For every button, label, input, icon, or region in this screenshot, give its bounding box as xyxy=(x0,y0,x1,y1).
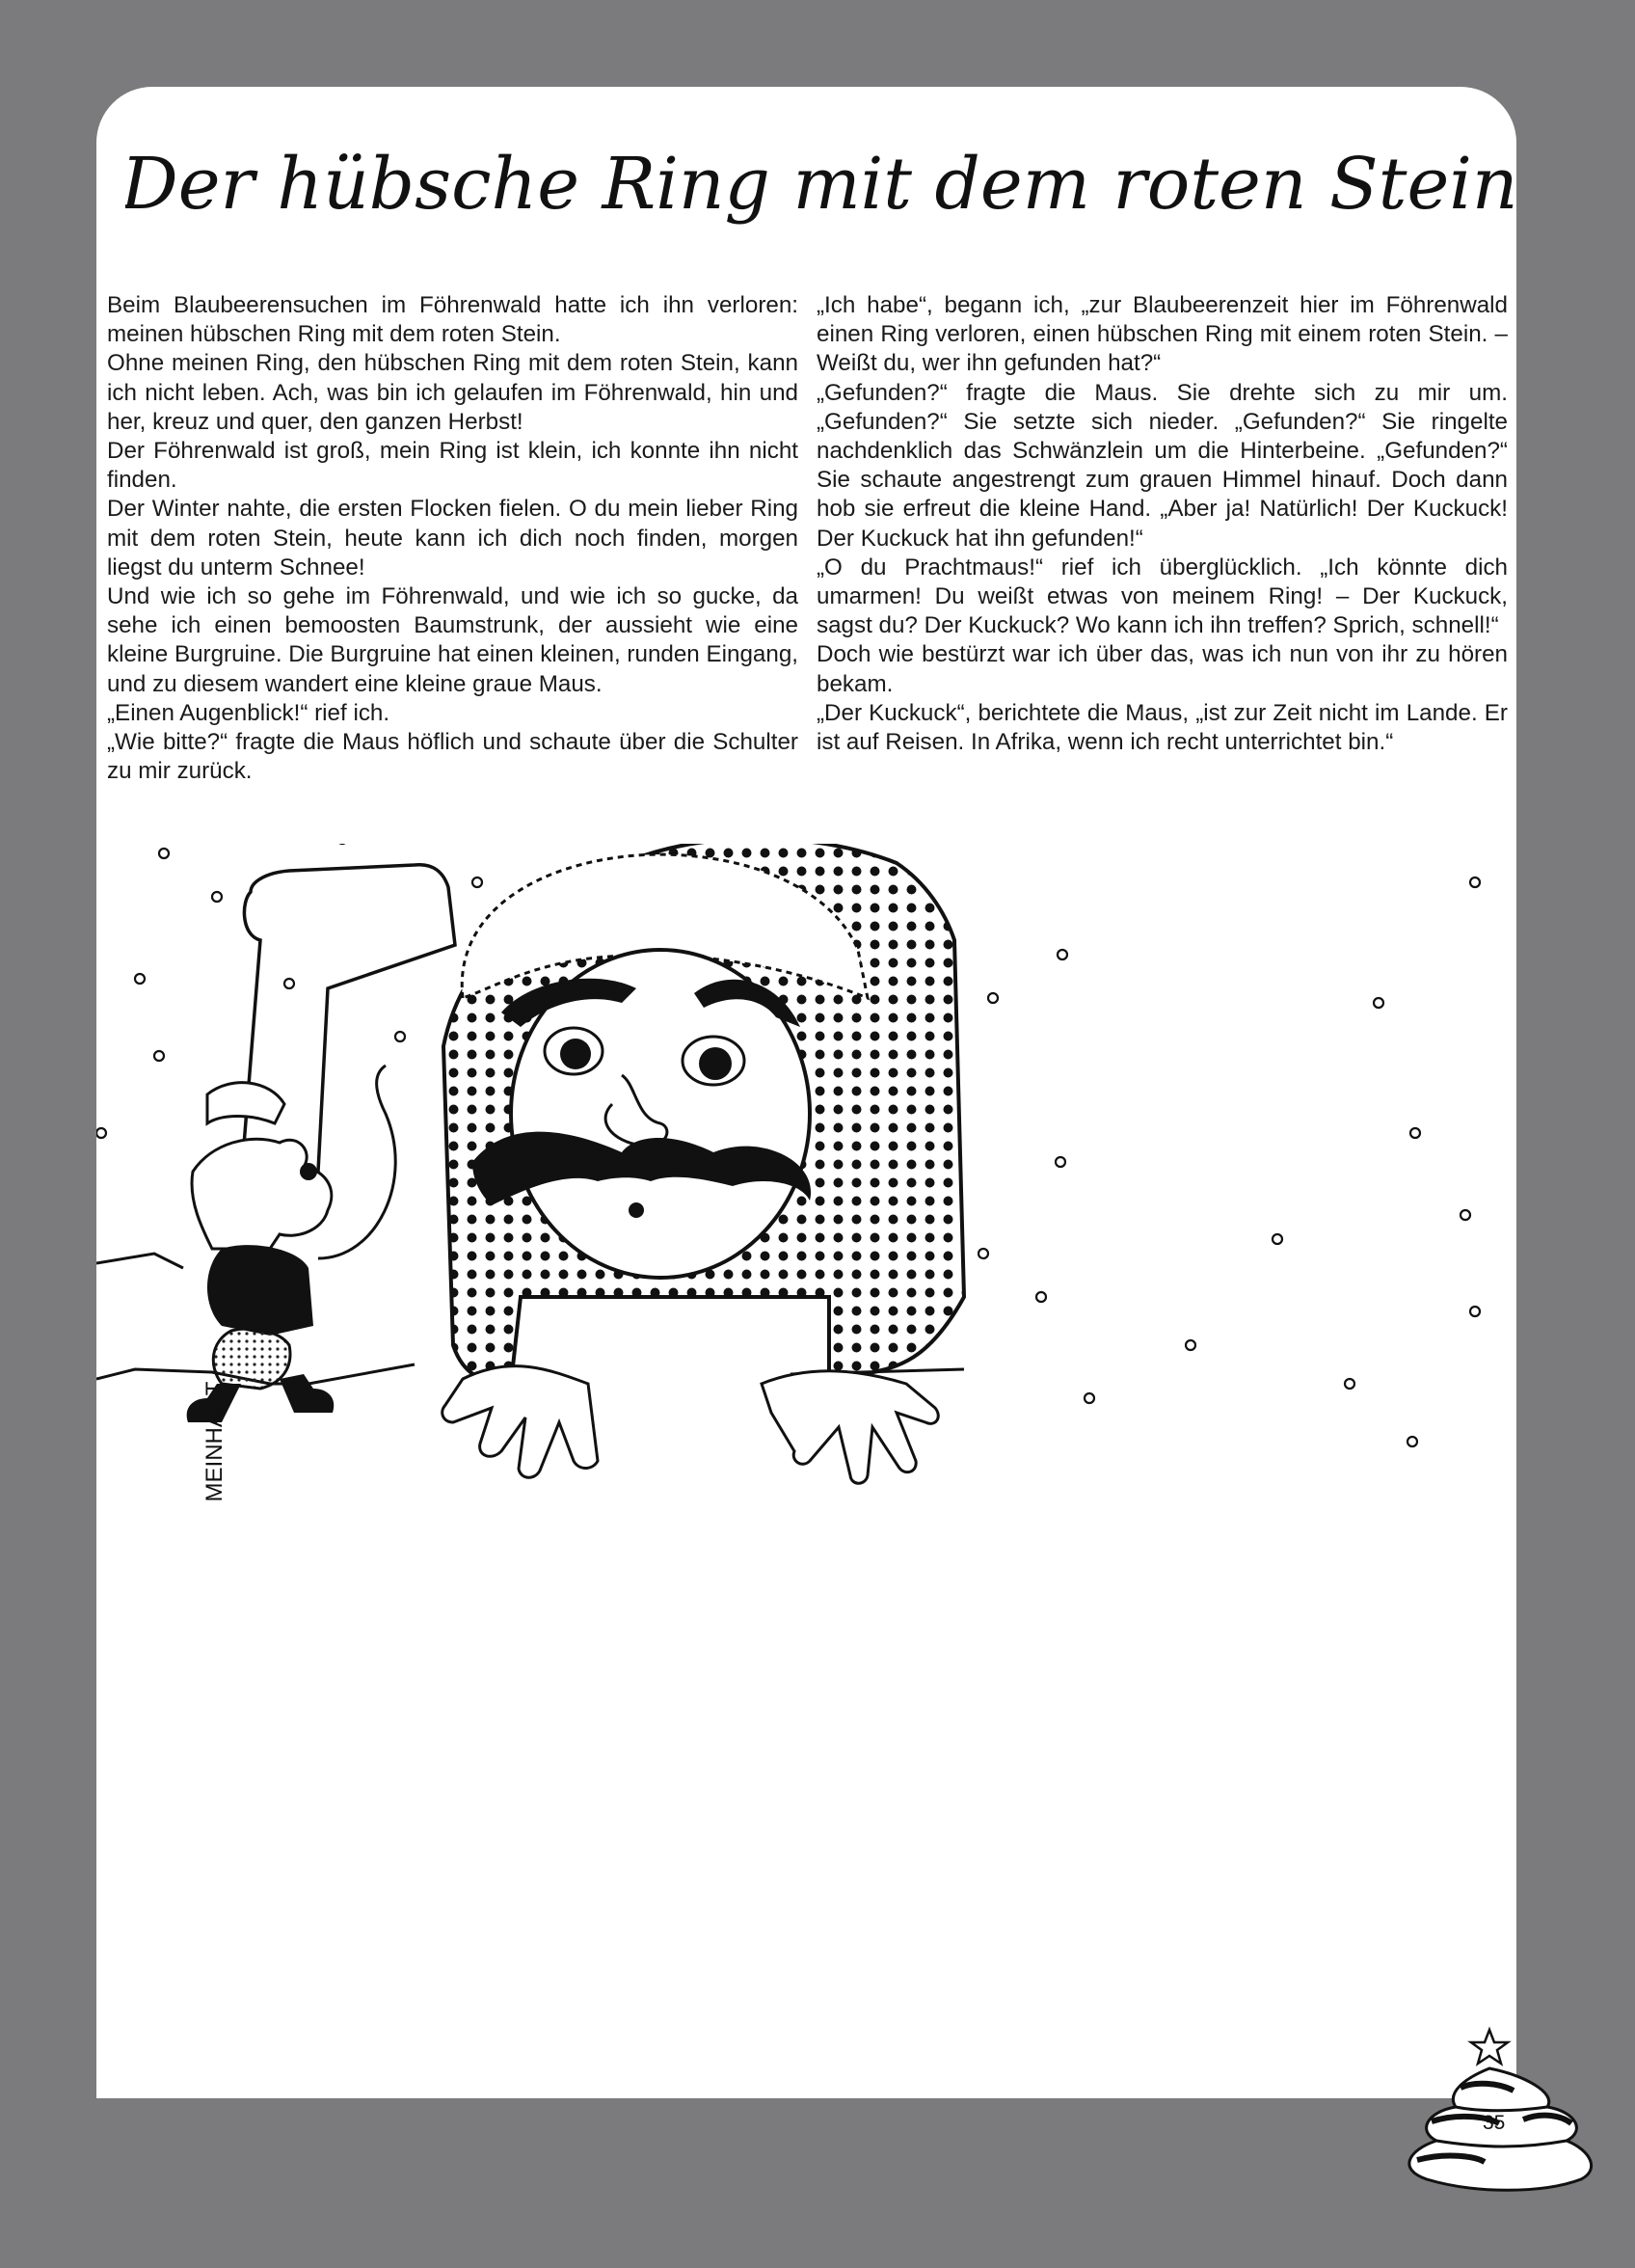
paragraph: „Einen Augenblick!“ rief ich. xyxy=(107,699,390,726)
artist-signature xyxy=(198,1350,246,1533)
paragraph: Und wie ich so gehe im Föhrenwald, und wie ich so gucke, da sehe ich einen bemoosten Baumstrunk, der aussieht wie eine kleine Burgruine. Die Burgruine hat einen kleinen, runden Eingang, und zu diesem wandert eine kleine graue Maus. xyxy=(107,583,798,697)
paragraph: „Der Kuckuck“, berichtete die Maus, „ist zur Zeit nicht im Lande. Er ist auf Reisen. In Afrika, wenn ich recht unterrichtet bin.“ xyxy=(817,699,1508,756)
story-title xyxy=(125,114,1514,258)
paragraph: „Ich habe“, begann ich, „zur Blaubeerenzeit hier im Föhrenwald einen Ring verloren, einen hübschen Ring mit einem roten Stein. – Weißt du, wer ihn gefunden hat?“ xyxy=(817,292,1508,377)
right-pupil xyxy=(699,1047,732,1080)
paragraph: Ohne meinen Ring, den hübschen Ring mit dem roten Stein, kann ich nicht leben. Ach, was bin ich gelaufen im Föhrenwald, hin und her, kreuz und quer, den ganzen Herbst! xyxy=(107,350,798,435)
paragraph: „Wie bitte?“ fragte die Maus höflich und schaute über die Schulter zu mir zurück. xyxy=(107,729,798,785)
signature-text: MEINHART xyxy=(201,1381,228,1502)
paragraph: Doch wie bestürzt war ich über das, was ich nun von ihr zu hören bekam. xyxy=(817,641,1508,697)
paragraph: Der Föhrenwald ist groß, mein Ring ist klein, ich konnte ihn nicht finden. xyxy=(107,438,798,494)
mouth xyxy=(629,1202,644,1218)
illustration xyxy=(96,844,1516,2097)
left-hand xyxy=(442,1366,598,1478)
tree-stump xyxy=(241,865,455,1181)
left-column xyxy=(107,291,798,786)
left-pupil xyxy=(560,1039,591,1069)
paragraph: Der Winter nahte, die ersten Flocken fielen. O du mein lieber Ring mit dem roten Stein, heute kann ich dich noch finden, morgen liegst du unterm Schnee! xyxy=(107,496,798,580)
right-hand xyxy=(762,1371,938,1483)
right-column xyxy=(817,291,1508,757)
paragraph: „Gefunden?“ fragte die Maus. Sie drehte sich zu mir um. „Gefunden?“ Sie setzte sich nieder. „Gefunden?“ Sie ringelte nachdenklich das Schwänzlein um die Hinterbeine. „Gefunden?“ Sie schaute angestrengt zum grauen Himmel hinauf. Doch dann hob sie erfreut die kleine Hand. „Aber ja! Natürlich! Der Kuckuck! Der Kuckuck hat ihn gefunden!“ xyxy=(817,379,1508,552)
paragraph: Beim Blaubeerensuchen im Föhrenwald hatte ich ihn verloren: meinen hübschen Ring mit dem roten Stein. xyxy=(107,292,798,348)
page-number: 35 xyxy=(1483,2112,1506,2134)
paragraph: „O du Prachtmaus!“ rief ich überglücklich. „Ich könnte dich umarmen! Du weißt etwas von meinem Ring! – Der Kuckuck, sagst du? Der Kuckuck? Wo kann ich ihn treffen? Sprich, schnell!“ xyxy=(817,554,1508,639)
title-text: Der hübsche Ring mit dem roten Stein xyxy=(125,143,1514,226)
